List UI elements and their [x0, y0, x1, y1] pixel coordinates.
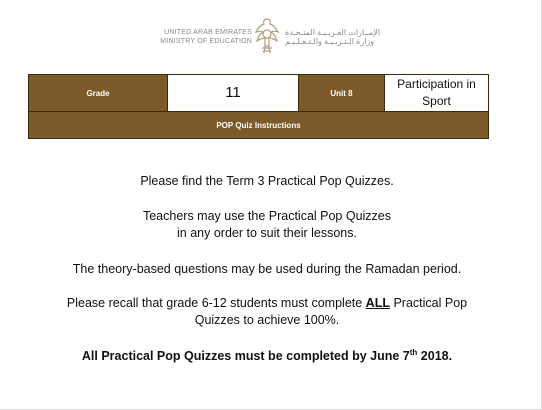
- instructions-body: [28, 172, 506, 365]
- grade-label-cell: [29, 75, 168, 112]
- grade-label: Grade: [86, 88, 110, 98]
- org-name-english: [132, 28, 252, 46]
- instructions-header-cell: [29, 112, 489, 139]
- org-en-line2: MINISTRY OF EDUCATION: [160, 38, 252, 45]
- paragraph-recall: [28, 295, 506, 329]
- recall-text-post: Practical Pop: [389, 296, 468, 310]
- grade-value-cell: [168, 75, 299, 112]
- uae-falcon-emblem-icon: [251, 16, 283, 56]
- teachers-line1: Teachers may use the Practical Pop Quizzes: [142, 209, 392, 223]
- deadline-text-post: 2018.: [417, 349, 453, 363]
- instructions-row: [29, 112, 489, 139]
- teachers-line2: in any order to suit their lessons.: [177, 226, 357, 240]
- paragraph-term3: Please find the Term 3 Practical Pop Quizzes.: [140, 174, 394, 188]
- deadline-text-pre: All Practical Pop Quizzes must be completed by June 7: [81, 349, 410, 363]
- deadline-ordinal-suffix: th: [409, 347, 418, 357]
- unit-label-cell: [299, 75, 385, 112]
- recall-text-pre: Please recall that grade 6-12 students must complete: [66, 296, 366, 310]
- unit-label: Unit 8: [330, 88, 353, 98]
- paragraph-deadline: [28, 347, 506, 365]
- org-name-arabic: [285, 28, 415, 46]
- recall-line2: Quizzes to achieve 100%.: [194, 313, 340, 327]
- paragraph-theory: The theory-based questions may be used during the Ramadan period.: [72, 262, 462, 276]
- unit-title-cell: [385, 75, 489, 112]
- grade-value: 11: [225, 84, 241, 101]
- ministry-header: [0, 10, 542, 66]
- unit-title-line2: Sport: [422, 94, 451, 108]
- org-ar-line2: وزارة الـتـربـيـة والـتـعـلـيـم: [285, 37, 375, 46]
- quiz-info-table: [28, 74, 489, 139]
- instructions-label: POP Quiz Instructions: [216, 120, 301, 130]
- paragraph-teachers: [28, 208, 506, 242]
- org-en-line1: UNITED ARAB EMIRATES: [164, 29, 252, 36]
- unit-title-line1: Participation in: [397, 77, 476, 91]
- org-ar-line1: الإمــارات العـربـيـة المتـحـدة: [285, 28, 381, 37]
- recall-emphasis-all: ALL: [365, 296, 390, 310]
- info-row: [29, 75, 489, 112]
